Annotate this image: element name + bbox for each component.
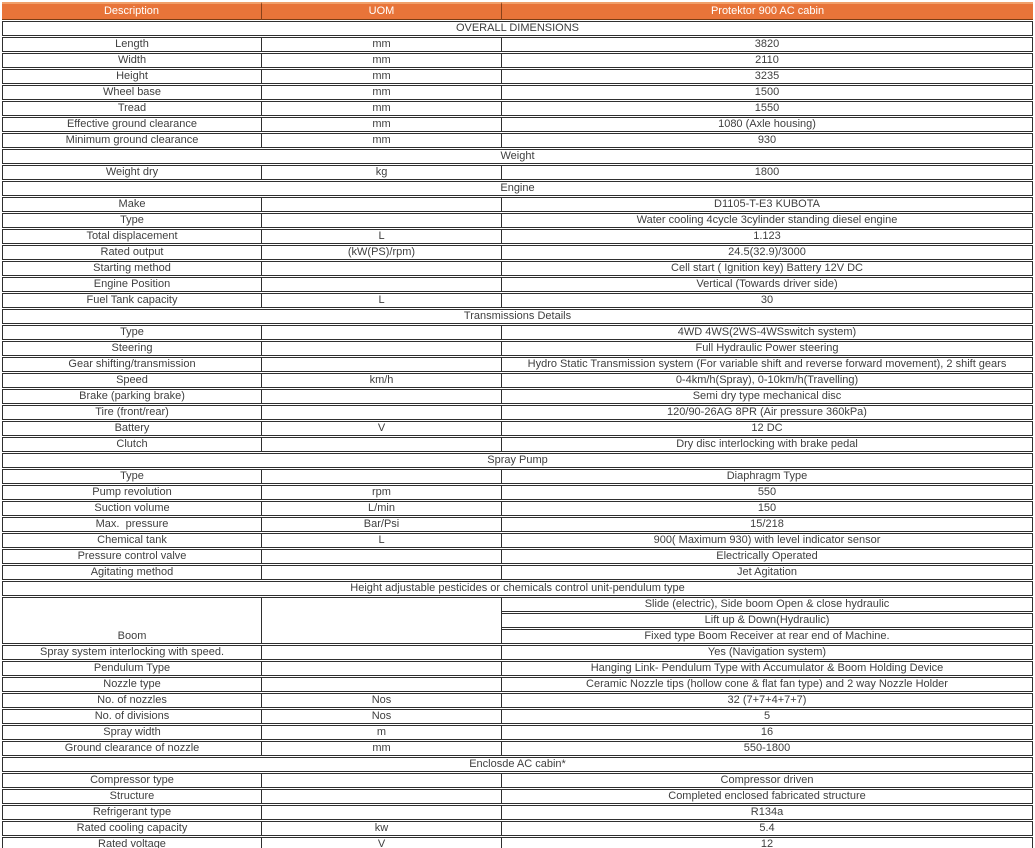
spec-uom <box>262 213 502 228</box>
spec-label: Speed <box>2 373 262 388</box>
spec-row <box>2 229 1033 244</box>
spec-uom <box>262 405 502 420</box>
spec-row <box>2 261 1033 276</box>
spec-value: 3235 <box>502 69 1033 84</box>
spec-label: Wheel base <box>2 85 262 100</box>
spec-label: Gear shifting/transmission <box>2 357 262 372</box>
section-title: Weight <box>2 149 1033 164</box>
spec-uom <box>262 261 502 276</box>
spec-label: Boom <box>2 597 262 644</box>
section-title: Engine <box>2 181 1033 196</box>
spec-row <box>2 437 1033 452</box>
spec-value: 12 <box>502 837 1033 848</box>
spec-row <box>2 293 1033 308</box>
spec-value: Semi dry type mechanical disc <box>502 389 1033 404</box>
spec-value: Water cooling 4cycle 3cylinder standing diesel engine <box>502 213 1033 228</box>
spec-row <box>2 53 1033 68</box>
spec-uom <box>262 277 502 292</box>
spec-row <box>2 389 1033 404</box>
spec-row <box>2 773 1033 788</box>
spec-uom: L <box>262 293 502 308</box>
spec-table <box>2 1 1033 848</box>
spec-row <box>2 405 1033 420</box>
spec-uom <box>262 389 502 404</box>
spec-uom <box>262 325 502 340</box>
spec-uom: L/min <box>262 501 502 516</box>
spec-label: Chemical tank <box>2 533 262 548</box>
spec-row <box>2 37 1033 52</box>
spec-row <box>2 549 1033 564</box>
spec-label: Brake (parking brake) <box>2 389 262 404</box>
spec-uom <box>262 469 502 484</box>
spec-uom: mm <box>262 53 502 68</box>
spec-row <box>2 213 1033 228</box>
spec-uom: V <box>262 837 502 848</box>
section-row <box>2 453 1033 468</box>
spec-label: Agitating method <box>2 565 262 580</box>
spec-row <box>2 709 1033 724</box>
spec-row <box>2 725 1033 740</box>
spec-uom: mm <box>262 741 502 756</box>
spec-label: Ground clearance of nozzle <box>2 741 262 756</box>
spec-uom <box>262 645 502 660</box>
spec-uom: L <box>262 229 502 244</box>
spec-row <box>2 325 1033 340</box>
section-row <box>2 181 1033 196</box>
spec-value: Completed enclosed fabricated structure <box>502 789 1033 804</box>
spec-value: Fixed type Boom Receiver at rear end of Machine. <box>502 629 1033 644</box>
spec-value: 5.4 <box>502 821 1033 836</box>
spec-label: Weight dry <box>2 165 262 180</box>
spec-uom: Bar/Psi <box>262 517 502 532</box>
spec-row <box>2 693 1033 708</box>
spec-label: Spray system interlocking with speed. <box>2 645 262 660</box>
spec-value: 900( Maximum 930) with level indicator sensor <box>502 533 1033 548</box>
spec-row <box>2 101 1033 116</box>
spec-row <box>2 133 1033 148</box>
spec-row <box>2 597 1033 612</box>
spec-row <box>2 485 1033 500</box>
spec-uom: kw <box>262 821 502 836</box>
spec-label: Starting method <box>2 261 262 276</box>
spec-value: Diaphragm Type <box>502 469 1033 484</box>
spec-label: Total displacement <box>2 229 262 244</box>
spec-value: Jet Agitation <box>502 565 1033 580</box>
spec-row <box>2 741 1033 756</box>
spec-label: Structure <box>2 789 262 804</box>
spec-label: Type <box>2 469 262 484</box>
spec-row <box>2 789 1033 804</box>
spec-row <box>2 69 1033 84</box>
spec-label: Tread <box>2 101 262 116</box>
spec-row <box>2 501 1033 516</box>
spec-value: Slide (electric), Side boom Open & close hydraulic <box>502 597 1033 612</box>
spec-value: 1800 <box>502 165 1033 180</box>
spec-label: No. of divisions <box>2 709 262 724</box>
spec-row <box>2 85 1033 100</box>
spec-label: Tire (front/rear) <box>2 405 262 420</box>
spec-label: Length <box>2 37 262 52</box>
spec-row <box>2 277 1033 292</box>
section-row <box>2 21 1033 36</box>
spec-row <box>2 373 1033 388</box>
section-row <box>2 309 1033 324</box>
spec-row <box>2 677 1033 692</box>
spec-value: Hanging Link- Pendulum Type with Accumulator & Boom Holding Device <box>502 661 1033 676</box>
spec-label: Steering <box>2 341 262 356</box>
spec-value: 120/90-26AG 8PR (Air pressure 360kPa) <box>502 405 1033 420</box>
spec-uom: km/h <box>262 373 502 388</box>
spec-value: Ceramic Nozzle tips (hollow cone & flat fan type) and 2 way Nozzle Holder <box>502 677 1033 692</box>
spec-uom: mm <box>262 69 502 84</box>
spec-value: Compressor driven <box>502 773 1033 788</box>
section-row <box>2 757 1033 772</box>
spec-value: 2110 <box>502 53 1033 68</box>
spec-uom: mm <box>262 117 502 132</box>
spec-value: 150 <box>502 501 1033 516</box>
spec-row <box>2 197 1033 212</box>
spec-value: 1.123 <box>502 229 1033 244</box>
spec-label: Spray width <box>2 725 262 740</box>
section-title: Height adjustable pesticides or chemicals control unit-pendulum type <box>2 581 1033 596</box>
spec-label: Battery <box>2 421 262 436</box>
spec-row <box>2 837 1033 848</box>
spec-label: Type <box>2 325 262 340</box>
spec-uom: (kW(PS)/rpm) <box>262 245 502 260</box>
spec-label: Rated output <box>2 245 262 260</box>
spec-value: 550-1800 <box>502 741 1033 756</box>
spec-row <box>2 341 1033 356</box>
spec-label: Fuel Tank capacity <box>2 293 262 308</box>
spec-label: Refrigerant type <box>2 805 262 820</box>
spec-value: Cell start ( Ignition key) Battery 12V DC <box>502 261 1033 276</box>
spec-row <box>2 245 1033 260</box>
column-header-uom: UOM <box>262 2 502 20</box>
spec-label: Rated cooling capacity <box>2 821 262 836</box>
spec-row <box>2 469 1033 484</box>
spec-value: Hydro Static Transmission system (For variable shift and reverse forward movement), 2 shift gears <box>502 357 1033 372</box>
spec-uom <box>262 341 502 356</box>
table-header-row <box>2 2 1033 20</box>
spec-value: 12 DC <box>502 421 1033 436</box>
spec-value: 32 (7+7+4+7+7) <box>502 693 1033 708</box>
spec-label: Height <box>2 69 262 84</box>
spec-row <box>2 821 1033 836</box>
spec-uom: mm <box>262 133 502 148</box>
spec-value: 930 <box>502 133 1033 148</box>
spec-row <box>2 517 1033 532</box>
spec-uom: L <box>262 533 502 548</box>
spec-uom <box>262 437 502 452</box>
spec-uom <box>262 549 502 564</box>
spec-label: No. of nozzles <box>2 693 262 708</box>
spec-value: Yes (Navigation system) <box>502 645 1033 660</box>
spec-value: 1500 <box>502 85 1033 100</box>
spec-label: Clutch <box>2 437 262 452</box>
spec-label: Minimum ground clearance <box>2 133 262 148</box>
spec-value: 0-4km/h(Spray), 0-10km/h(Travelling) <box>502 373 1033 388</box>
section-title: Enclosde AC cabin* <box>2 757 1033 772</box>
spec-value: Lift up & Down(Hydraulic) <box>502 613 1033 628</box>
spec-uom: Nos <box>262 709 502 724</box>
spec-row <box>2 645 1033 660</box>
spec-uom: mm <box>262 85 502 100</box>
spec-row <box>2 805 1033 820</box>
spec-label: Compressor type <box>2 773 262 788</box>
spec-value: 16 <box>502 725 1033 740</box>
spec-label: Nozzle type <box>2 677 262 692</box>
spec-label: Pressure control valve <box>2 549 262 564</box>
spec-value: Vertical (Towards driver side) <box>502 277 1033 292</box>
spec-value: 550 <box>502 485 1033 500</box>
spec-label: Make <box>2 197 262 212</box>
spec-label: Type <box>2 213 262 228</box>
spec-value: 1080 (Axle housing) <box>502 117 1033 132</box>
spec-value: R134a <box>502 805 1033 820</box>
spec-uom <box>262 357 502 372</box>
spec-uom: rpm <box>262 485 502 500</box>
spec-uom <box>262 789 502 804</box>
spec-uom: mm <box>262 101 502 116</box>
spec-value: 1550 <box>502 101 1033 116</box>
section-row <box>2 149 1033 164</box>
spec-uom: m <box>262 725 502 740</box>
spec-label: Pendulum Type <box>2 661 262 676</box>
spec-uom <box>262 805 502 820</box>
spec-uom: V <box>262 421 502 436</box>
spec-uom <box>262 677 502 692</box>
spec-uom <box>262 197 502 212</box>
spec-row <box>2 421 1033 436</box>
spec-value: Electrically Operated <box>502 549 1033 564</box>
spec-uom: kg <box>262 165 502 180</box>
spec-row <box>2 165 1033 180</box>
spec-label: Effective ground clearance <box>2 117 262 132</box>
spec-uom: mm <box>262 37 502 52</box>
section-title: OVERALL DIMENSIONS <box>2 21 1033 36</box>
spec-value: 15/218 <box>502 517 1033 532</box>
spec-label: Rated voltage <box>2 837 262 848</box>
column-header-model: Protektor 900 AC cabin <box>502 2 1033 20</box>
spec-value: 4WD 4WS(2WS-4WSswitch system) <box>502 325 1033 340</box>
spec-value: Dry disc interlocking with brake pedal <box>502 437 1033 452</box>
spec-uom: Nos <box>262 693 502 708</box>
spec-row <box>2 533 1033 548</box>
spec-label: Engine Position <box>2 277 262 292</box>
section-row <box>2 581 1033 596</box>
spec-label: Width <box>2 53 262 68</box>
spec-label: Suction volume <box>2 501 262 516</box>
spec-uom <box>262 773 502 788</box>
spec-value: 3820 <box>502 37 1033 52</box>
spec-value: 30 <box>502 293 1033 308</box>
spec-value: 5 <box>502 709 1033 724</box>
spec-uom <box>262 597 502 644</box>
column-header-description: Description <box>2 2 262 20</box>
spec-value: D1105-T-E3 KUBOTA <box>502 197 1033 212</box>
spec-row <box>2 565 1033 580</box>
spec-value: 24.5(32.9)/3000 <box>502 245 1033 260</box>
spec-uom <box>262 565 502 580</box>
spec-row <box>2 357 1033 372</box>
spec-label: Pump revolution <box>2 485 262 500</box>
section-title: Spray Pump <box>2 453 1033 468</box>
spec-value: Full Hydraulic Power steering <box>502 341 1033 356</box>
spec-uom <box>262 661 502 676</box>
section-title: Transmissions Details <box>2 309 1033 324</box>
spec-row <box>2 117 1033 132</box>
spec-row <box>2 661 1033 676</box>
spec-label: Max. pressure <box>2 517 262 532</box>
